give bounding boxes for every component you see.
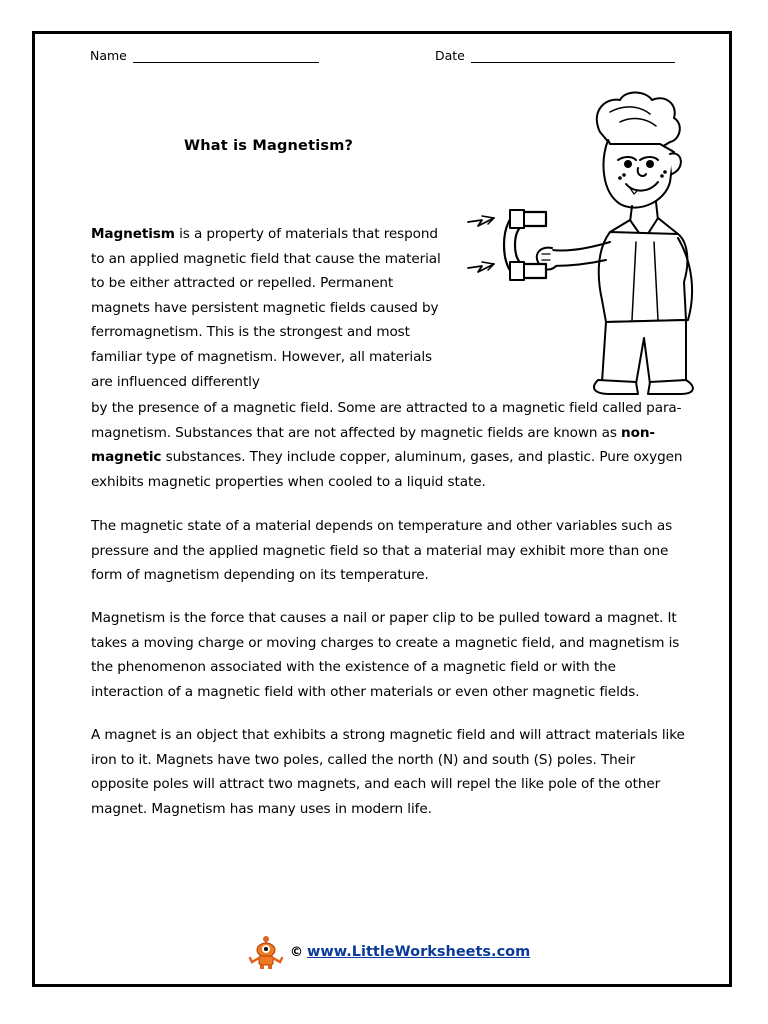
paragraph-1-intro: [91, 222, 443, 394]
term-non-magnetic: non-magnetic: [91, 424, 655, 466]
paragraph-3: Magnetism is the force that causes a nail or paper clip to be pulled toward a magnet. It takes a moving charge or moving charges to create a magnetic field, and magnetism is the phenomenon associated with the existence of a magnetic field or with the interaction of a magnetic field with other materials or even other magnetic fields.: [91, 610, 680, 700]
paragraph-4: A magnet is an object that exhibits a strong magnetic field and will attract materials like iron to it. Magnets have two poles, called the north (N) and south (S) poles. Their opposite poles will attract two magnets, and each will repel the like pole of the other magnet. Magnetism has many uses in modern life.: [91, 727, 685, 817]
orange-robot-mascot-icon: [246, 934, 286, 970]
worksheet-title: What is Magnetism?: [184, 138, 354, 154]
paragraph-1-intro-text: is a property of materials that respond to an applied magnetic field that cause the material to be either attracted or repelled. Permanent magnets have persistent magnetic fields caused by ferromagnetism. This is the strongest and most familiar type of magnetism. However, all materials are influenced differently: [91, 226, 441, 390]
paragraph-1-end-text: substances. They include copper, aluminum, gases, and plastic. Pure oxygen exhibits magnetic properties when cooled to a liquid state.: [91, 449, 683, 490]
name-field[interactable]: [90, 48, 319, 63]
term-magnetism: Magnetism: [91, 226, 175, 242]
date-blank-line[interactable]: [471, 49, 675, 63]
date-label: Date: [435, 48, 465, 63]
name-blank-line[interactable]: [133, 49, 319, 63]
footer: [246, 934, 530, 970]
boy-with-magnet-illustration: [460, 82, 705, 400]
name-label: Name: [90, 48, 127, 63]
paragraph-1-continued-text: by the presence of a magnetic field. Some are attracted to a magnetic field called para-magnetism. Substances that are not affected by magnetic fields are known as: [91, 400, 682, 441]
paragraph-1-continued: [91, 396, 691, 494]
date-field[interactable]: [435, 48, 675, 63]
little-worksheets-link[interactable]: www.LittleWorksheets.com: [307, 944, 531, 960]
copyright-symbol: ©: [290, 944, 303, 960]
paragraph-2: The magnetic state of a material depends on temperature and other variables such as pressure and the applied magnetic field so that a material may exhibit more than one form of magnetism depending on its temperature.: [91, 518, 673, 584]
